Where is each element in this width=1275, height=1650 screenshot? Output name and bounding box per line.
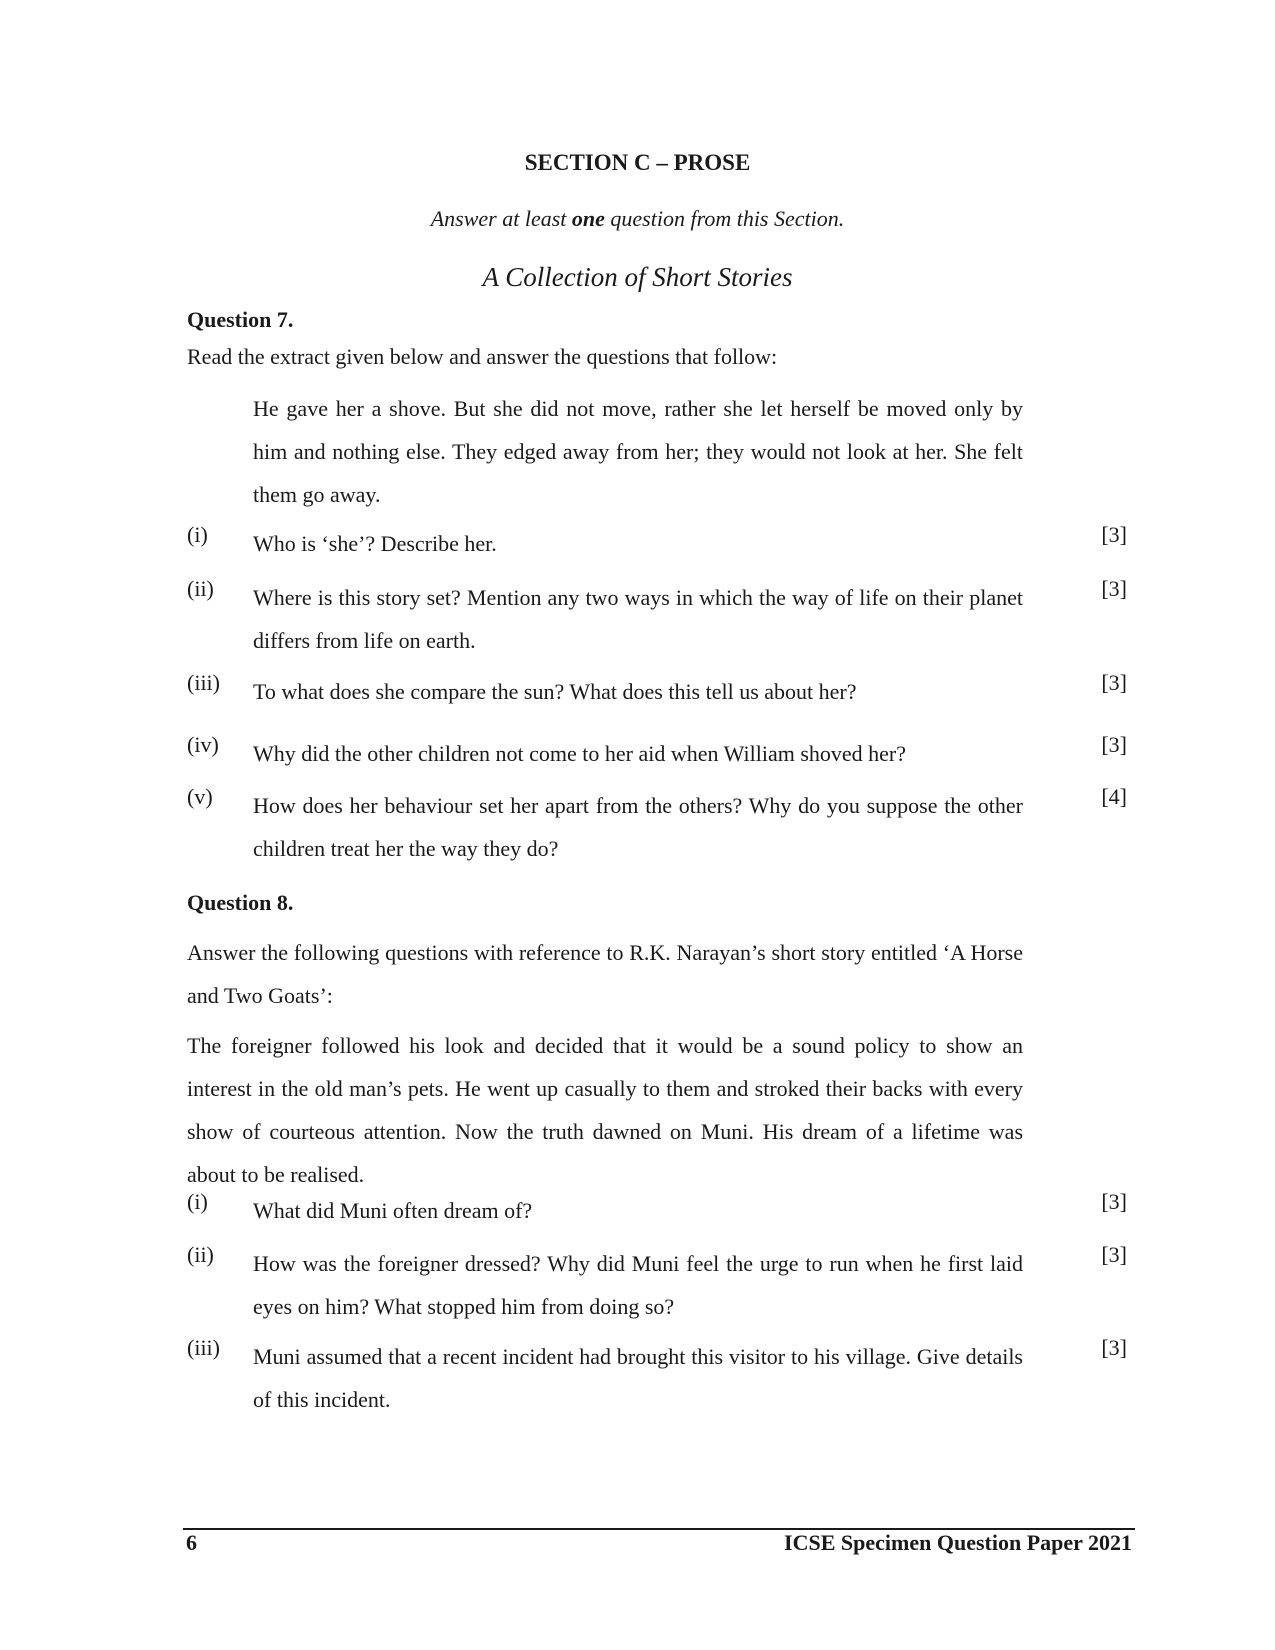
item-marks: [3] [1101, 670, 1127, 695]
question-7-extract: He gave her a shove. But she did not move, rather she let herself be moved only by him and nothing else. They edged away from her; they would not look at her. She felt them go away. [253, 396, 1023, 507]
item-number: (i) [187, 1189, 208, 1214]
page-number: 6 [186, 1530, 197, 1555]
item-marks: [3] [1101, 522, 1127, 547]
question-7-item-3 [187, 670, 1127, 730]
section-instruction [0, 206, 1275, 232]
item-text: What did Muni often dream of? [253, 1198, 533, 1223]
instruction-emphasis: one [571, 206, 605, 231]
question-8-heading: Question 8. [187, 890, 294, 915]
question-7-item-5 [187, 784, 1127, 874]
item-text: Why did the other children not come to her aid when William shoved her? [253, 741, 907, 766]
item-text: To what does she compare the sun? What does this tell us about her? [253, 679, 857, 704]
item-text: How was the foreigner dressed? Why did Muni feel the urge to run when he first laid eyes on him? What stopped him from doing so? [253, 1251, 1023, 1319]
question-7-item-2 [187, 576, 1127, 666]
item-marks: [3] [1101, 576, 1127, 601]
item-number: (iv) [187, 732, 219, 757]
item-number: (ii) [187, 576, 214, 601]
item-text: Muni assumed that a recent incident had brought this visitor to his village. Give details of this incident. [253, 1344, 1023, 1412]
item-marks: [3] [1101, 1335, 1127, 1360]
question-8-intro: Answer the following questions with reference to R.K. Narayan’s short story entitled ‘A Horse and Two Goats’: [187, 940, 1023, 1008]
item-number: (iii) [187, 1335, 220, 1360]
section-title: SECTION C – PROSE [524, 150, 751, 175]
item-marks: [3] [1101, 1242, 1127, 1267]
item-number: (iii) [187, 670, 220, 695]
collection-title: A Collection of Short Stories [482, 262, 793, 292]
paper-title: ICSE Specimen Question Paper 2021 [784, 1530, 1132, 1555]
question-7-item-4 [187, 732, 1127, 792]
item-text: How does her behaviour set her apart from the others? Why do you suppose the other children treat her the way they do? [253, 793, 1023, 861]
item-number: (ii) [187, 1242, 214, 1267]
question-8-item-3 [187, 1335, 1127, 1425]
item-number: (v) [187, 784, 213, 809]
item-number: (i) [187, 522, 208, 547]
item-text: Where is this story set? Mention any two ways in which the way of life on their planet differs from life on earth. [253, 585, 1023, 653]
question-7-heading: Question 7. [187, 307, 294, 332]
item-marks: [4] [1101, 784, 1127, 809]
question-7-intro: Read the extract given below and answer the questions that follow: [187, 344, 778, 369]
instruction-text-end: question from this Section. [604, 206, 845, 231]
item-marks: [3] [1101, 732, 1127, 757]
question-7-item-1 [187, 522, 1127, 582]
item-marks: [3] [1101, 1189, 1127, 1214]
question-8-extract: The foreigner followed his look and decided that it would be a sound policy to show an interest in the old man’s pets. He went up casually to them and stroked their backs with every show of courteous attention. Now the truth dawned on Muni. His dream of a lifetime was about to be realised. [187, 1033, 1023, 1187]
instruction-text-start: Answer at least [430, 206, 572, 231]
question-8-item-1 [187, 1189, 1127, 1249]
item-text: Who is ‘she’? Describe her. [253, 531, 497, 556]
question-8-item-2 [187, 1242, 1127, 1332]
